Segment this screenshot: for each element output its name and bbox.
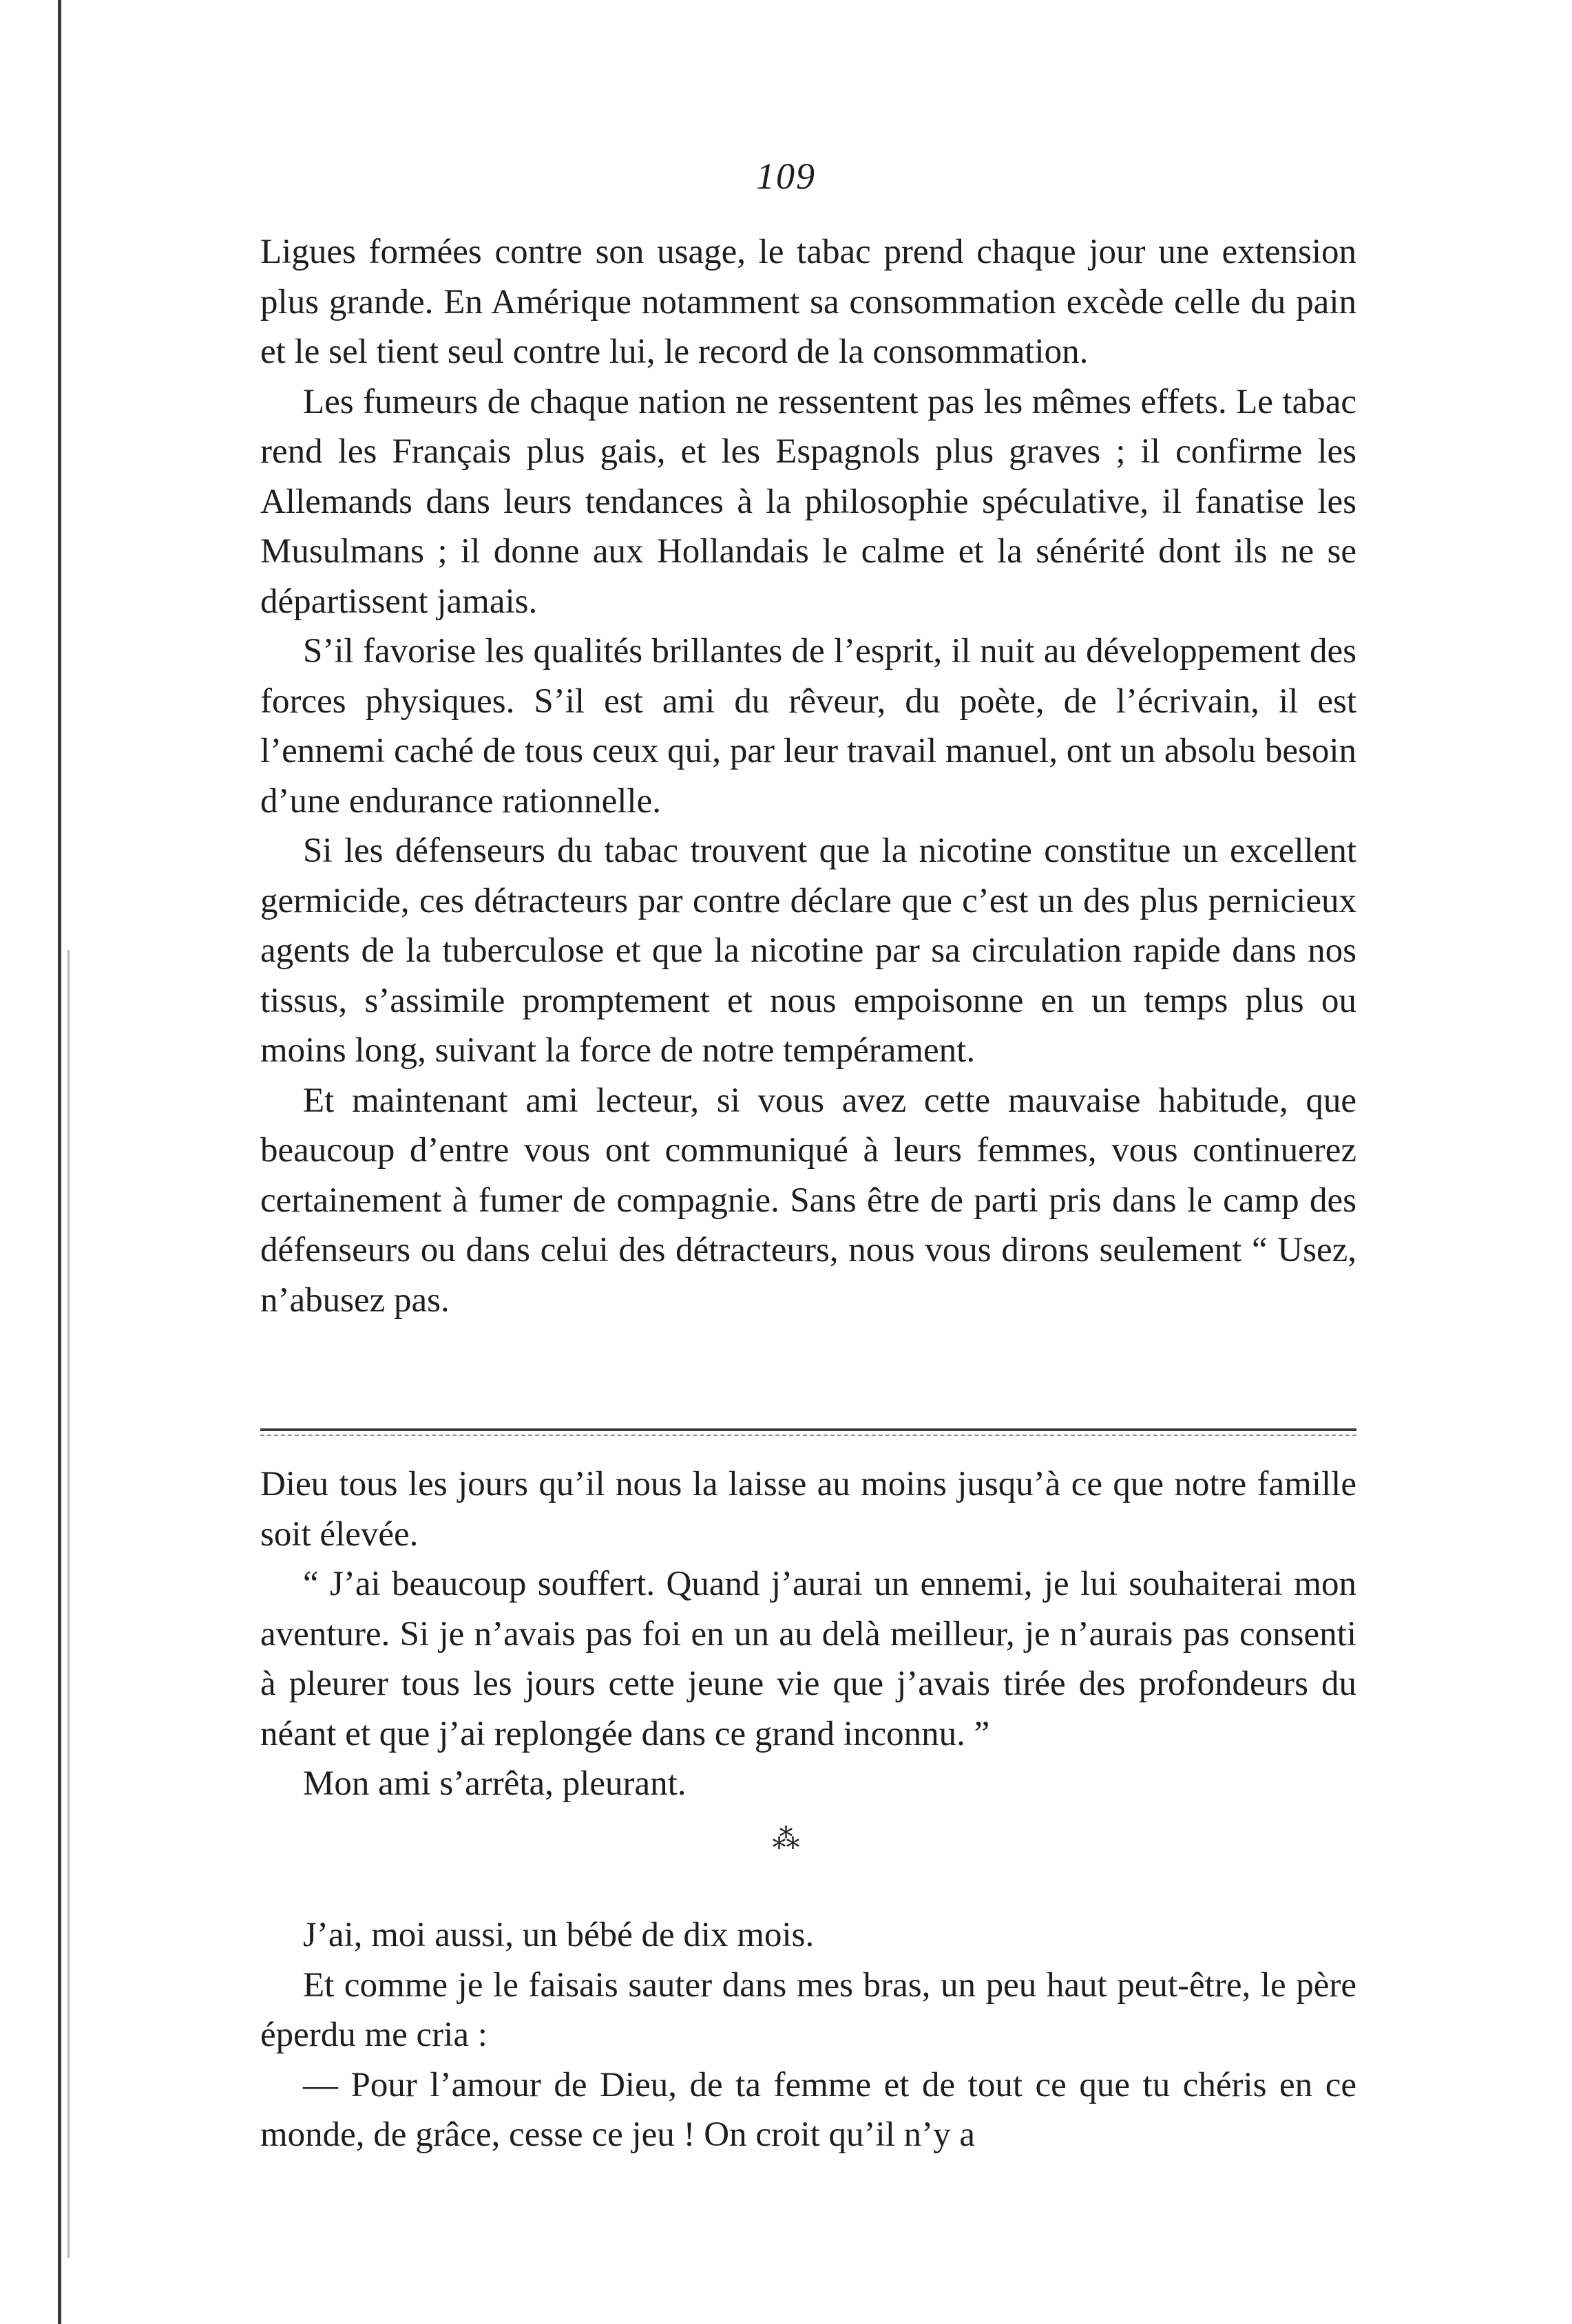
paragraph-baby: J’ai, moi aussi, un bébé de dix mois. — [303, 1916, 815, 1954]
paragraph-father-cry: Et comme je le faisais sauter dans mes bras, un peu haut peut-être, le père éperdu me cria : — [260, 1965, 1356, 2054]
paragraph-smokers-nations: Les fumeurs de chaque nation ne ressentent pas les mêmes effets. Le tabac rend les Français plus gais, et les Espagnols plus graves ; il confirme les Allemands dans leurs tendances à la philosophie spéculative, il fanatise les Musulmans ; il donne aux Hollandais le calme et la sénérité dont ils ne se départissent jamais. — [260, 382, 1356, 621]
essay-text-block — [260, 227, 1356, 1325]
paragraph-mind-body: S’il favorise les qualités brillantes de l’esprit, il nuit au développement des forces physiques. S’il est ami du rêveur, du poète, de l’écrivain, il est l’ennemi caché de tous ceux qui, par leur travail manuel, ont un absolu besoin d’une endurance rationnelle. — [260, 632, 1356, 821]
paragraph-tobacco-spread: Ligues formées contre son usage, le tabac prend chaque jour une extension plus grande. En Amérique notamment sa consommation excède celle du pain et le sel tient seul contre lui, le record de la consommation. — [260, 233, 1356, 371]
section-divider-secondary — [260, 1435, 1356, 1436]
paragraph-plea: — Pour l’amour de Dieu, de ta femme et de tout ce que tu chéris en ce monde, de grâce, cesse ce jeu ! On croit qu’il n’y a — [260, 2065, 1356, 2154]
section-divider — [260, 1428, 1356, 1431]
asterism-separator: ⁂ — [772, 1824, 800, 1855]
paragraph-family: Dieu tous les jours qu’il nous la laisse au moins jusqu’à ce que notre famille soit élevée. — [260, 1465, 1356, 1554]
scan-binding-edge — [58, 0, 61, 2324]
closing-text-block — [260, 1910, 1356, 2160]
paragraph-reader-advice: Et maintenant ami lecteur, si vous avez cette mauvaise habitude, que beaucoup d’entre vous ont communiqué à leurs femmes, vous continuerez certainement à fumer de compagnie. Sans être de parti pris dans le camp des défenseurs ou dans celui des détracteurs, nous vous dirons seulement “ Usez, n’abusez pas. — [260, 1081, 1356, 1320]
paragraph-friend-stopped: Mon ami s’arrêta, pleurant. — [303, 1764, 687, 1803]
page-number: 109 — [756, 156, 816, 197]
paragraph-nicotine-debate: Si les défenseurs du tabac trouvent que la nicotine constitue un excellent germicide, ces détracteurs par contre déclare que c’est un des plus pernicieux agents de la tuberculose et que la nicotine par sa circulation rapide dans nos tissus, s’assimile promptement et nous empoisonne en un temps plus ou moins long, suivant la force de notre tempérament. — [260, 832, 1356, 1070]
scan-binding-shadow — [67, 950, 70, 2258]
paragraph-quote-suffering: “ J’ai beaucoup souffert. Quand j’aurai un ennemi, je lui souhaiterai mon aventure. Si je n’avais pas foi en un au delà meilleur, je n’aurais pas consenti à pleurer tous les jours cette jeune vie que j’avais tirée des profondeurs du néant et que j’ai replongée dans ce grand inconnu. ” — [260, 1565, 1356, 1753]
story-text-block — [260, 1459, 1356, 1809]
